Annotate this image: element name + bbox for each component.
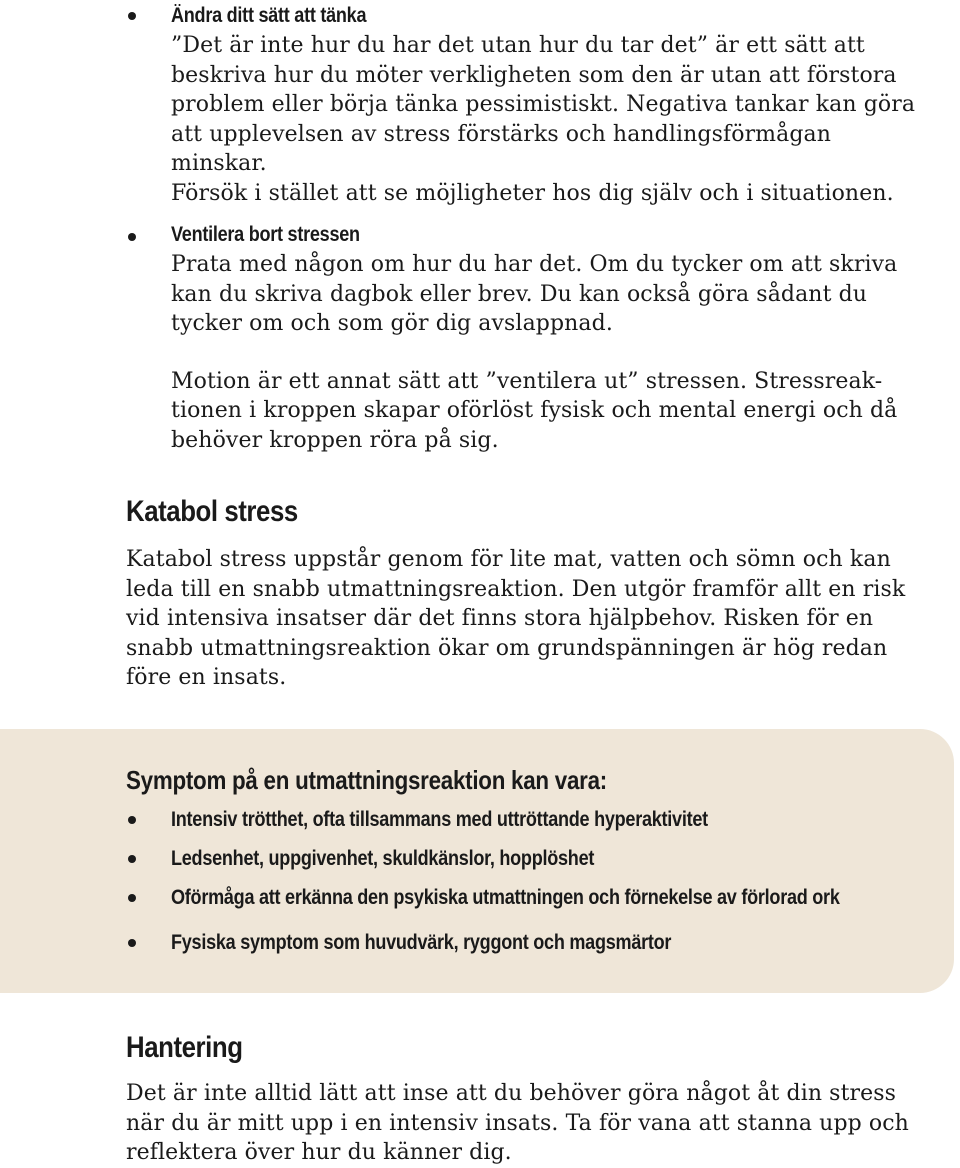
symptom-item: Ledsenhet, uppgivenhet, skuldkänslor, hopplöshet — [171, 847, 595, 870]
bullet-dot — [128, 894, 136, 902]
bullet-paragraph: Motion är ett annat sätt att ”ventilera ut” stressen. Stressreak- tionen i kroppen skapar oförlöst fysisk och mental energi och då behöver kroppen röra på sig. — [171, 368, 898, 453]
symptom-item: Fysiska symptom som huvudvärk, ryggont och magsmärtor — [171, 931, 672, 954]
bullet-paragraph: Prata med någon om hur du har det. Om du tycker om att skriva kan du skriva dagbok eller brev. Du kan också göra sådant du tycker om och som gör dig avslappnad. — [171, 252, 898, 337]
bullet-dot — [128, 12, 136, 20]
bullet-dot — [128, 855, 136, 863]
bullet-dot — [128, 233, 136, 241]
katabol-body — [126, 545, 926, 693]
bullet-heading: Ventilera bort stressen — [171, 223, 360, 246]
hantering-body — [126, 1079, 926, 1168]
symptom-heading: Symptom på en utmattningsreaktion kan vara: — [126, 765, 607, 795]
katabol-paragraph: Katabol stress uppstår genom för lite mat, vatten och sömn och kan leda till en snabb utmattningsreaktion. Den utgör framför allt en risk vid intensiva insatser där det finns stora hjälpbehov. Risken för en snabb utmattningsreaktion ökar om grundspänningen är hög redan före en insats. — [126, 547, 906, 691]
symptom-item: Oförmåga att erkänna den psykiska utmattningen och förnekelse av förlorad ork — [171, 886, 840, 909]
section-heading-hantering: Hantering — [126, 1031, 243, 1064]
bullet-dot — [128, 816, 136, 824]
bullet-item-change-thinking — [171, 1, 931, 209]
bullet-dot — [128, 939, 136, 947]
bullet-item-ventilate — [171, 220, 931, 456]
symptom-item: Intensiv trötthet, ofta tillsammans med uttröttande hyperaktivitet — [171, 808, 708, 831]
bullet-paragraph: ”Det är inte hur du har det utan hur du tar det” är ett sätt att beskriva hur du möter verkligheten som den är utan att förstora problem eller börja tänka pessimistiskt. Negativa tankar kan göra att upplevelsen av stress förstärks och handlingsförmågan minskar. Försök i stället att se möjligheter hos dig själv och i situationen. — [171, 33, 916, 206]
section-heading-katabol: Katabol stress — [126, 495, 298, 528]
hantering-paragraph: Det är inte alltid lätt att inse att du behöver göra något åt din stress när du är mitt upp i en intensiv insats. Ta för vana att stanna upp och reflektera över hur du känner dig. — [126, 1081, 909, 1166]
bullet-heading: Ändra ditt sätt att tänka — [171, 4, 367, 27]
